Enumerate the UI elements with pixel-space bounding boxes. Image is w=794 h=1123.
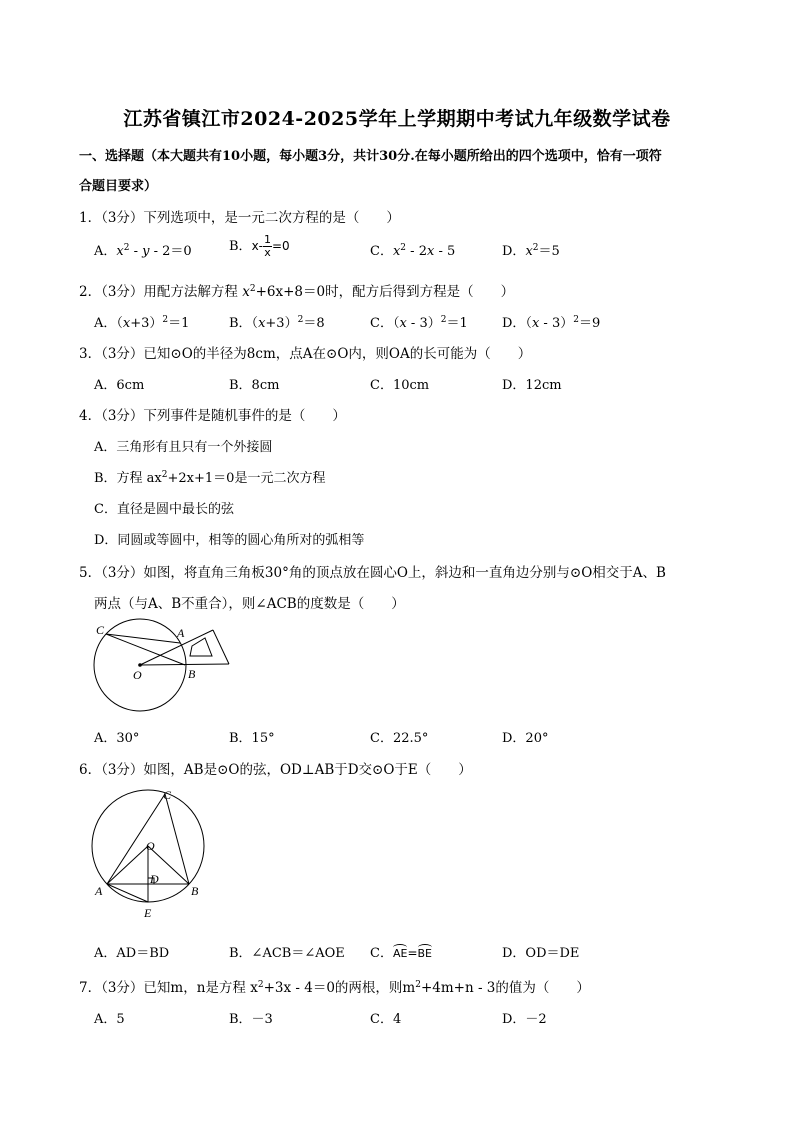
q3-option-a[interactable]: A．6cm — [94, 378, 145, 393]
question-2-stem: 2．（3分）用配方法解方程 $x^2+6x+8=0$时，配方后得到方程是（ ） — [79, 284, 515, 300]
q3-option-d[interactable]: D．12cm — [502, 378, 562, 393]
q4-option-c[interactable]: C．直径是圆中最长的弦 — [94, 502, 234, 517]
q6-label-d: D — [150, 872, 159, 886]
q5-label-b: B — [188, 667, 196, 681]
question-7-stem: 7．（3分）已知m，n是方程 $x^2+3x - 4=0$的两根，则$m^2+4m+n - 3$的值为（ ） — [79, 980, 590, 996]
q7-option-b[interactable]: B．－3 — [229, 1012, 273, 1027]
page-title: 江苏省镇江市2024-2025学年上学期期中考试九年级数学试卷 — [123, 108, 671, 130]
q2-option-d[interactable]: D．（x - 3）$^2$＝9 — [502, 315, 601, 331]
q5-triangle-inner — [190, 638, 212, 656]
q7-option-a[interactable]: A．5 — [94, 1012, 125, 1027]
q7-option-d[interactable]: D．－2 — [502, 1012, 547, 1027]
q1-option-a[interactable]: A．$x^2 - y - 2=0$ — [94, 243, 192, 259]
q6-label-a: A — [95, 884, 103, 898]
q6-option-d[interactable]: D．OD＝DE — [502, 946, 580, 961]
q1-option-d[interactable]: D．$x^2=5$ — [502, 243, 560, 259]
section-heading-line2: 合题目要求） — [79, 179, 158, 194]
q3-option-b[interactable]: B．8cm — [229, 378, 280, 393]
q5-option-a[interactable]: A．30° — [94, 731, 140, 746]
question-6-stem: 6．（3分）如图，AB是⊙O的弦，OD⊥AB于D交⊙O于E（ ） — [79, 762, 472, 778]
q5-triangle-leg — [213, 630, 229, 664]
section-heading-line1: 一、选择题（本大题共有10小题，每小题3分，共计30分.在每小题所给出的四个选项中，恰有一项符 — [79, 149, 662, 164]
question-5-stem-line1: 5．（3分）如图，将直角三角板30°角的顶点放在圆心O上，斜边和一直角边分别与⊙O相交于A、B — [79, 565, 666, 581]
q4-option-d[interactable]: D．同圆或等圆中，相等的圆心角所对的弧相等 — [94, 533, 365, 548]
q6-line-ac — [107, 794, 165, 884]
q6-label-e: E — [144, 906, 152, 920]
q1-option-b[interactable]: B．x- $\frac{1}{x}$ =0 — [229, 233, 290, 259]
q6-option-b[interactable]: B．∠ACB＝∠AOE — [229, 946, 345, 961]
question-1-stem: 1．（3分）下列选项中，是一元二次方程的是（ ） — [79, 210, 400, 226]
q5-option-d[interactable]: D．20° — [502, 731, 549, 746]
arc-be: BE — [417, 947, 432, 960]
q6-option-c[interactable]: C．AE=BE — [370, 946, 432, 961]
q4-option-b[interactable]: B．方程 $ax^2+2x+1=0$是一元二次方程 — [94, 470, 326, 486]
q6-line-ae — [107, 884, 148, 902]
q5-option-c[interactable]: C．22.5° — [370, 731, 429, 746]
q2-option-b[interactable]: B．$(x+3)^2=8$ — [229, 315, 325, 331]
q5-label-o: O — [133, 668, 142, 682]
q4-option-a[interactable]: A．三角形有且只有一个外接圆 — [94, 440, 273, 455]
q6-line-bc — [165, 794, 189, 884]
arc-ae: AE — [392, 947, 408, 960]
q3-option-c[interactable]: C．10cm — [370, 378, 430, 393]
q2-option-c[interactable]: C．（x - 3）$^2$＝1 — [370, 315, 468, 331]
q6-label-o: O — [146, 839, 155, 853]
q5-option-b[interactable]: B．15° — [229, 731, 275, 746]
question-5-stem-line2: 两点（与A、B不重合），则∠ACB的度数是（ ） — [94, 596, 405, 612]
q2-option-a[interactable]: A．$(x+3)^2=1$ — [94, 315, 190, 331]
q1-option-c[interactable]: C．$x^2 - 2x - 5$ — [370, 243, 456, 259]
q5-label-a: A — [177, 626, 185, 640]
q5-center-dot — [138, 663, 142, 667]
q6-option-a[interactable]: A．AD＝BD — [94, 946, 170, 961]
q7-option-c[interactable]: C．4 — [370, 1012, 402, 1027]
q6-figure — [88, 784, 218, 924]
q6-label-b: B — [191, 884, 199, 898]
q5-figure — [88, 618, 248, 718]
question-4-stem: 4．（3分）下列事件是随机事件的是（ ） — [79, 408, 346, 424]
q6-label-c: C — [163, 788, 172, 802]
q5-label-c: C — [96, 623, 105, 637]
question-3-stem: 3．（3分）已知⊙O的半径为8cm，点A在⊙O内，则OA的长可能为（ ） — [79, 346, 532, 362]
